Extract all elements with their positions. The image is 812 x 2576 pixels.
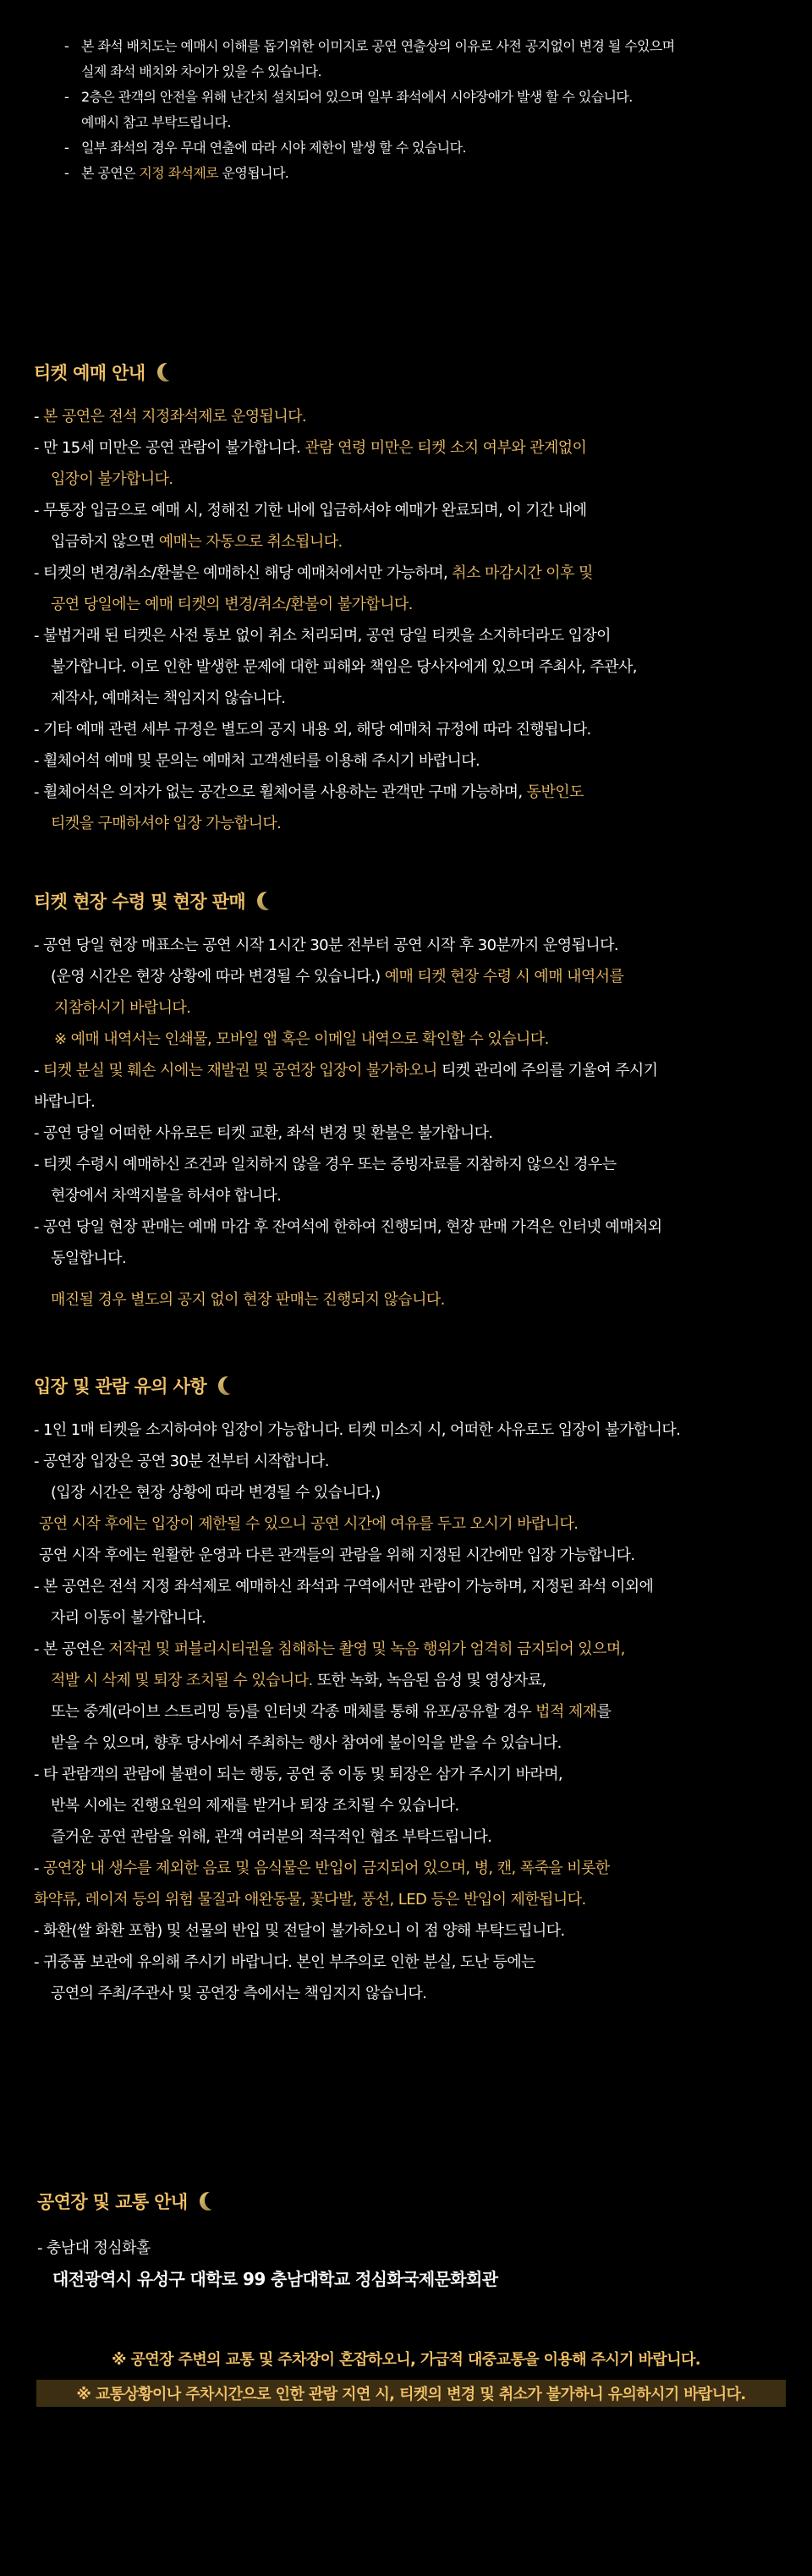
text: - 공연 당일 현장 판매는 예매 마감 후 잔여석에 한하여 진행되며, 현장 판매 가격은 인터넷 예매처외: [34, 1218, 662, 1236]
text: 자리 이동이 불가합니다.: [51, 1609, 206, 1627]
section-line: [34, 714, 795, 745]
spacer: [34, 1274, 795, 1284]
highlighted-text: 예매는 자동으로 취소됩니다.: [158, 533, 343, 551]
text: 바랍니다.: [34, 1093, 96, 1111]
text: - 티켓 수령시 예매하신 조건과 일치하지 않을 경우 또는 증빙자료를 지참하지 않으신 경우는: [34, 1156, 617, 1173]
section-line: [34, 1284, 795, 1315]
section-line: [34, 1978, 795, 2009]
text: (운영 시간은 현장 상황에 따라 변경될 수 있습니다.): [51, 968, 385, 986]
bullet-dash: -: [64, 140, 69, 156]
section-title-text: 티켓 예매 안내: [34, 363, 145, 383]
venue-name: - 충남대 정심화홀: [37, 2239, 151, 2257]
bullet-dash: -: [64, 165, 69, 181]
section-line: [34, 1727, 795, 1759]
text: - 티켓의 변경/취소/환불은 예매하신 해당 예매처에서만 가능하며,: [34, 564, 453, 582]
section-line: [34, 992, 795, 1024]
text: 반복 시에는 진행요원의 제재를 받거나 퇴장 조치될 수 있습니다.: [51, 1797, 459, 1815]
section-body: [34, 930, 795, 1315]
section-line: [34, 1243, 795, 1274]
text: - 기타 예매 관련 세부 규정은 별도의 공지 내용 외, 해당 예매처 규정에 따라 진행됩니다.: [34, 721, 591, 739]
section-line: [34, 1821, 795, 1853]
notice-item: [64, 161, 792, 186]
delay-notice-banner: ※ 교통상황이나 주차시간으로 인한 관람 지연 시, 티켓의 변경 및 취소가 불가하니 유의하시기 바랍니다.: [36, 2380, 786, 2407]
section-line: [34, 1602, 795, 1634]
text: - 만 15세 미만은 공연 관람이 불가합니다.: [34, 439, 305, 457]
notice-line: [81, 85, 792, 110]
text: 운영됩니다.: [218, 165, 289, 181]
section-line: [34, 526, 795, 557]
highlighted-text: 공연 당일에는 예매 티켓의 변경/취소/환불이 불가합니다.: [51, 596, 413, 613]
notice-item: [64, 85, 792, 135]
section-line: [34, 1086, 795, 1118]
section-line: [34, 1696, 795, 1727]
text: - 1인 1매 티켓을 소지하여야 입장이 가능합니다. 티켓 미소지 시, 어떠한 사유로도 입장이 불가합니다.: [34, 1421, 681, 1439]
section-line: [34, 1634, 795, 1665]
highlighted-text: 법적 제재: [535, 1703, 597, 1721]
ticket-booking-section: [34, 355, 795, 839]
section-line: [34, 1508, 795, 1540]
section-line: [34, 557, 795, 589]
venue-address: 대전광역시 유성구 대학로 99 충남대학교 정심화국제문화회관: [52, 2269, 498, 2289]
text: - 귀중품 보관에 유의해 주시기 바랍니다. 본인 부주의로 인한 분실, 도난 등에는: [34, 1953, 535, 1971]
text: - 화환(쌀 화환 포함) 및 선물의 반입 및 전달이 불가하오니 이 점 양해 부탁드립니다.: [34, 1922, 565, 1940]
section-title-text: 티켓 현장 수령 및 현장 판매: [34, 892, 246, 912]
section-line: [34, 1149, 795, 1180]
highlighted-text: 저작권 및 퍼블리시티권을 침해하는 촬영 및 녹음 행위가 엄격히 금지되어 있으며,: [108, 1640, 625, 1658]
notice-line: [81, 59, 792, 85]
crescent-moon-icon: [218, 1376, 235, 1395]
highlighted-text: 동반인도: [526, 783, 584, 801]
text: 불가합니다. 이로 인한 발생한 문제에 대한 피해와 책임은 당사자에게 있으며 주최사, 주관사,: [51, 658, 637, 676]
section-line: [34, 1790, 795, 1821]
highlighted-text: 티켓 분실 및 훼손 시에는 재발권 및 공연장 입장이 불가하오니: [43, 1062, 437, 1079]
highlighted-text: 화약류, 레이저 등의 위험 물질과 애완동물, 꽃다발, 풍선, LED 등은 반입이 제한됩니다.: [34, 1891, 586, 1909]
section-line: [34, 1915, 795, 1947]
section-body: [34, 1414, 795, 2009]
section-title: [34, 355, 795, 389]
section-line: [34, 777, 795, 808]
highlighted-text: 지참하시기 바랍니다.: [54, 999, 191, 1017]
section-line: [34, 1024, 795, 1055]
venue-transport-section: [37, 2184, 798, 2294]
section-line: [34, 1118, 795, 1149]
text: 티켓 관리에 주의를 기울여 주시기: [436, 1062, 658, 1079]
bullet-dash: -: [64, 38, 69, 54]
section-line: [34, 620, 795, 651]
text: - 공연 당일 현장 매표소는 공연 시작 1시간 30분 전부터 공연 시작 후 30분까지 운영됩니다.: [34, 936, 618, 954]
section-line: [34, 1446, 795, 1477]
section-line: [34, 651, 795, 683]
section-line: [34, 1540, 795, 1571]
highlighted-text: 관람 연령 미만은 티켓 소지 여부와 관계없이: [304, 439, 587, 457]
section-line: [34, 930, 795, 961]
section-title-text: 공연장 및 교통 안내: [37, 2192, 188, 2212]
text: 공연의 주최/주관사 및 공연장 측에서는 책임지지 않습니다.: [51, 1985, 427, 2002]
text: 실제 좌석 배치와 차이가 있을 수 있습니다.: [81, 63, 321, 80]
text: 또는 중계(라이브 스트리밍 등)를 인터넷 각종 매체를 통해 유포/공유할 경우: [51, 1703, 536, 1721]
onsite-pickup-section: [34, 884, 795, 1315]
text: (입장 시간은 현장 상황에 따라 변경될 수 있습니다.): [51, 1484, 381, 1502]
crescent-moon-icon: [200, 2192, 217, 2211]
section-line: [34, 1211, 795, 1243]
section-line: [34, 1853, 795, 1884]
section-line: [34, 464, 795, 495]
text: - 본 공연은 전석 지정 좌석제로 예매하신 좌석과 구역에서만 관람이 가능하며, 지정된 좌석 이외에: [34, 1578, 654, 1596]
text: -: [34, 1859, 44, 1877]
highlighted-text: ※ 예매 내역서는 인쇄물, 모바일 앱 혹은 이메일 내역으로 확인할 수 있습니다.: [54, 1030, 549, 1048]
section-line: [34, 495, 795, 526]
section-title: [34, 1369, 795, 1403]
admission-notice-section: [34, 1369, 795, 2009]
text: 즐거운 공연 관람을 위해, 관객 여러분의 적극적인 협조 부탁드립니다.: [51, 1828, 492, 1846]
text: 제작사, 예매처는 책임지지 않습니다.: [51, 689, 286, 707]
text: - 공연장 입장은 공연 30분 전부터 시작합니다.: [34, 1453, 329, 1470]
highlighted-text: 티켓을 구매하셔야 입장 가능합니다.: [51, 815, 282, 832]
section-line: [34, 589, 795, 620]
notice-line: [81, 34, 792, 59]
text: 본 좌석 배치도는 예매시 이해를 돕기위한 이미지로 공연 연출상의 이유로 사전 공지없이 변경 될 수있으며: [81, 38, 675, 54]
section-line: [34, 432, 795, 464]
highlighted-text: 지정 좌석제로: [139, 165, 219, 181]
section-line: [34, 745, 795, 777]
text: 2층은 관객의 안전을 위해 난간치 설치되어 있으며 일부 좌석에서 시야장애가 발생 할 수 있습니다.: [81, 89, 633, 105]
section-line: [34, 961, 795, 992]
text: -: [34, 1062, 44, 1079]
text: 입금하지 않으면: [51, 533, 159, 551]
text: 현장에서 차액지불을 하셔야 합니다.: [51, 1187, 282, 1205]
text: 예매시 참고 부탁드립니다.: [81, 114, 231, 130]
text: 공연 시작 후에는 원활한 운영과 다른 관객들의 관람을 위해 지정된 시간에만 입장 가능합니다.: [39, 1546, 635, 1564]
section-line: [34, 401, 795, 432]
highlighted-text: 공연장 내 생수를 제외한 음료 및 음식물은 반입이 금지되어 있으며, 병, 캔, 폭죽을 비롯한: [43, 1859, 610, 1877]
text: - 불법거래 된 티켓은 사전 통보 없이 취소 처리되며, 공연 당일 티켓을 소지하더라도 입장이: [34, 627, 611, 645]
section-line: [34, 1947, 795, 1978]
notice-item: [64, 34, 792, 85]
section-line: [34, 1414, 795, 1446]
text: 동일합니다.: [51, 1250, 127, 1267]
traffic-notice: ※ 공연장 주변의 교통 및 주차장이 혼잡하오니, 가급적 대중교통을 이용해 주시기 바랍니다.: [111, 2351, 701, 2369]
section-line: [34, 1884, 795, 1915]
crescent-moon-icon: [157, 363, 174, 382]
text: 받을 수 있으며, 향후 당사에서 주최하는 행사 참여에 불이익을 받을 수 있습니다.: [51, 1734, 562, 1752]
section-title-text: 입장 및 관람 유의 사항: [34, 1376, 207, 1397]
notice-line: [81, 135, 792, 161]
bullet-dash: -: [64, 89, 69, 105]
text: - 타 관람객의 관람에 불편이 되는 행동, 공연 중 이동 및 퇴장은 삼가 주시기 바라며,: [34, 1766, 563, 1783]
seat-map-notice: [64, 34, 792, 186]
highlighted-text: 공연 시작 후에는 입장이 제한될 수 있으니 공연 시간에 여유를 두고 오시기 바랍니다.: [39, 1515, 579, 1533]
text: - 휠체어석 예매 및 문의는 예매처 고객센터를 이용해 주시기 바랍니다.: [34, 752, 480, 770]
section-line: [34, 1571, 795, 1602]
text: 본 공연은: [81, 165, 140, 181]
highlighted-text: 적발 시 삭제 및 퇴장 조치될 수 있습니다.: [51, 1672, 313, 1689]
notice-item: [64, 135, 792, 161]
section-line: [34, 1759, 795, 1790]
notice-line: [81, 110, 792, 135]
text: - 본 공연은: [34, 1640, 109, 1658]
highlighted-text: 매진될 경우 별도의 공지 없이 현장 판매는 진행되지 않습니다.: [51, 1291, 445, 1309]
section-line: [34, 1180, 795, 1211]
section-title: [37, 2184, 798, 2218]
section-body: [34, 401, 795, 839]
text: - 무통장 입금으로 예매 시, 정해진 기한 내에 입금하셔야 예매가 완료되며, 이 기간 내에: [34, 502, 587, 519]
section-line: [34, 1665, 795, 1696]
section-line: [34, 808, 795, 839]
text: 일부 좌석의 경우 무대 연출에 따라 시야 제한이 발생 할 수 있습니다.: [81, 140, 466, 156]
highlighted-text: 예매 티켓 현장 수령 시 예매 내역서를: [384, 968, 624, 986]
section-line: [34, 683, 795, 714]
highlighted-text: 입장이 불가합니다.: [51, 470, 173, 488]
section-line: [34, 1477, 795, 1508]
highlighted-text: 본 공연은 전석 지정좌석제로 운영됩니다.: [43, 408, 307, 426]
section-title: [34, 884, 795, 918]
section-line: [34, 1055, 795, 1086]
notice-line: [81, 161, 792, 186]
highlighted-text: 취소 마감시간 이후 및: [452, 564, 593, 582]
text: 또한 녹화, 녹음된 음성 및 영상자료,: [312, 1672, 546, 1689]
text: - 휠체어석은 의자가 없는 공간으로 휠체어를 사용하는 관객만 구매 가능하며,: [34, 783, 527, 801]
text: - 공연 당일 어떠한 사유로든 티켓 교환, 좌석 변경 및 환불은 불가합니다.: [34, 1124, 493, 1142]
crescent-moon-icon: [257, 892, 274, 910]
text: 를: [596, 1703, 612, 1721]
text: -: [34, 408, 44, 426]
